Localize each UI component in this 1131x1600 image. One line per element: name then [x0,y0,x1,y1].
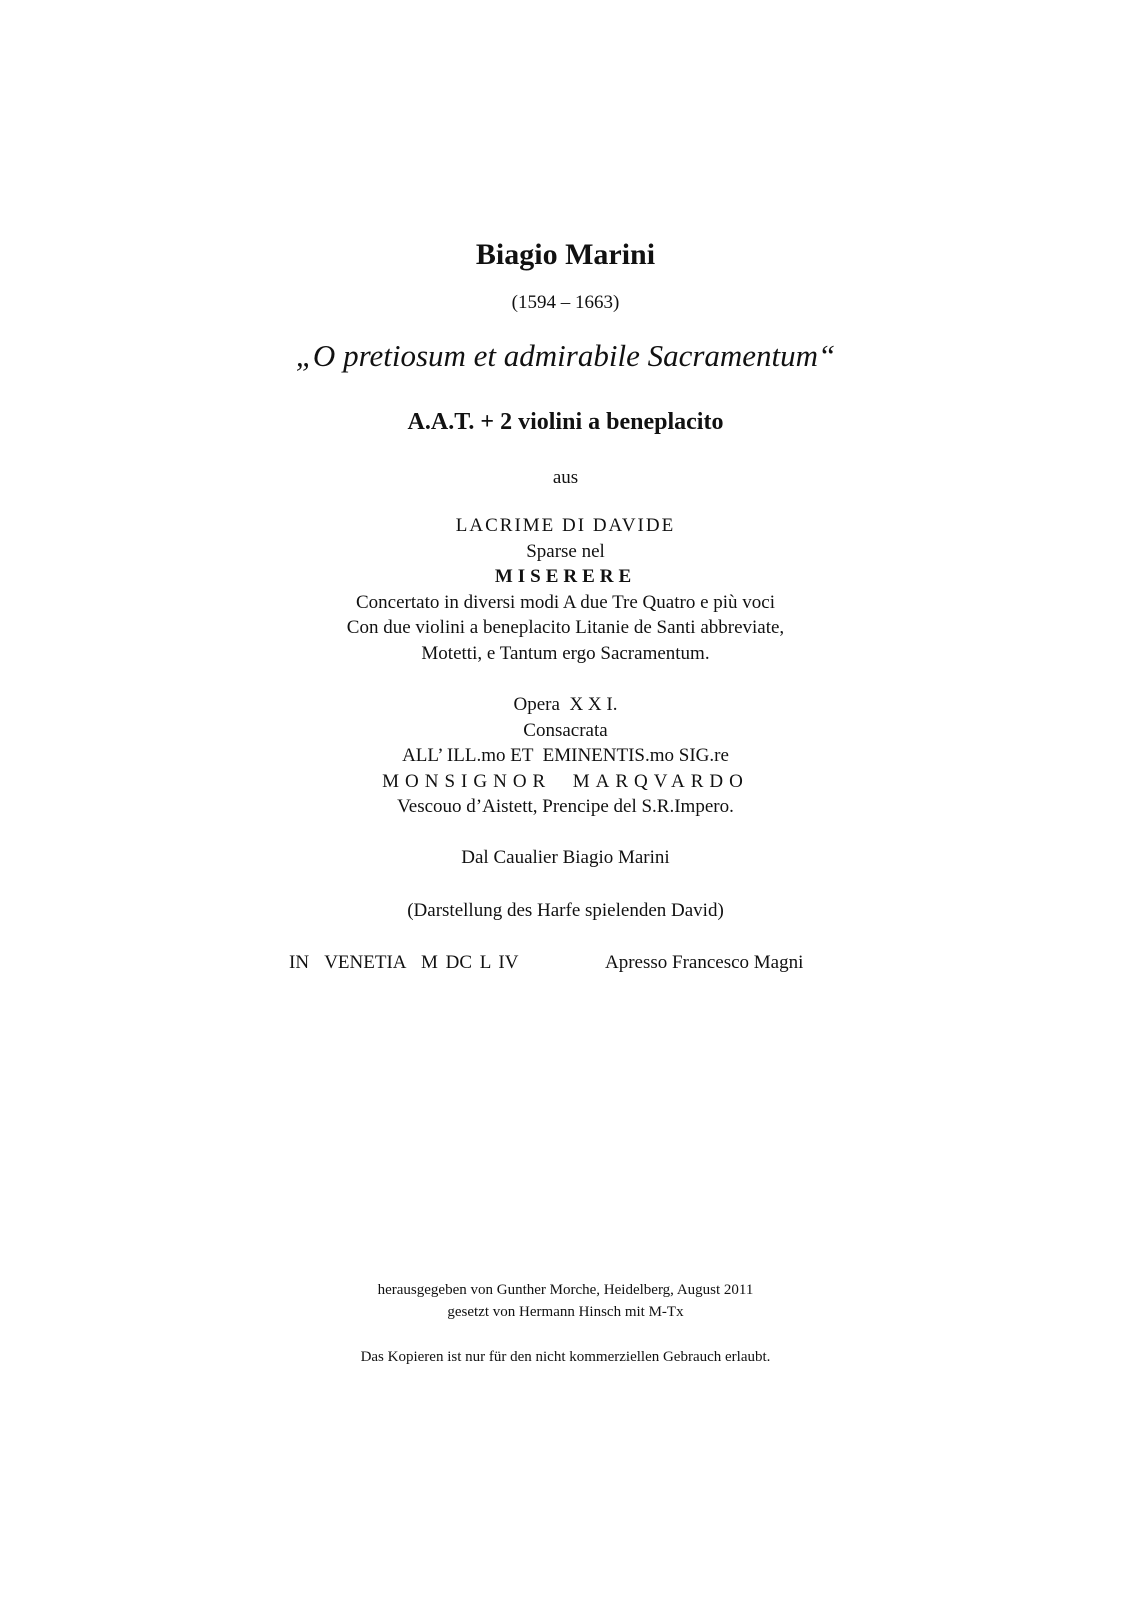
source-title-line: Sparse nel [526,540,605,562]
dedication-line: Vescouo d’Aistett, Prencipe del S.R.Impero. [397,796,734,817]
dedicatee-name: MONSIGNOR MARQVARDO [382,770,749,792]
license-note: Das Kopieren ist nur für den nicht kommerziellen Gebrauch erlaubt. [360,1349,771,1365]
source-title-line: Concertato in diversi modi A due Tre Quatro e più voci [355,591,775,613]
dedication-line: ALL’ ILL.mo ET EMINENTIS.mo SIG.re [402,745,729,766]
imprint-publisher: Apresso Francesco Magni [605,952,804,973]
source-title-block [0,513,1131,666]
composer-name: Biagio Marini [475,238,656,271]
work-title: „O pretiosum et admirabile Sacramentum“ [295,338,836,373]
source-title-miserere: MISERERE [494,566,637,587]
aus-label: aus [552,467,579,488]
source-title-line: Con due violini a beneplacito Litanie de Santi abbreviate, [346,617,785,638]
scoring: A.A.T. + 2 violini a beneplacito [407,409,724,435]
setter-credit: gesetzt von Hermann Hinsch mit M-Tx [447,1304,684,1320]
dedication-line: Consacrata [523,719,608,741]
imprint-place-year: IN VENETIA M DC L IV [289,952,519,973]
opus-number: Opera X X I. [513,694,618,715]
illustration-note: (Darstellung des Harfe spielenden David) [407,900,724,921]
dedication-block [0,692,1131,820]
source-title-line: LACRIME DI DAVIDE [455,515,676,536]
composer-dates: (1594 – 1663) [511,292,620,313]
source-title-line: Motetti, e Tantum ergo Sacramentum. [421,642,710,664]
editor-credit: herausgegeben von Gunther Morche, Heidelberg, August 2011 [377,1282,754,1298]
author-line: Dal Caualier Biagio Marini [461,847,670,868]
